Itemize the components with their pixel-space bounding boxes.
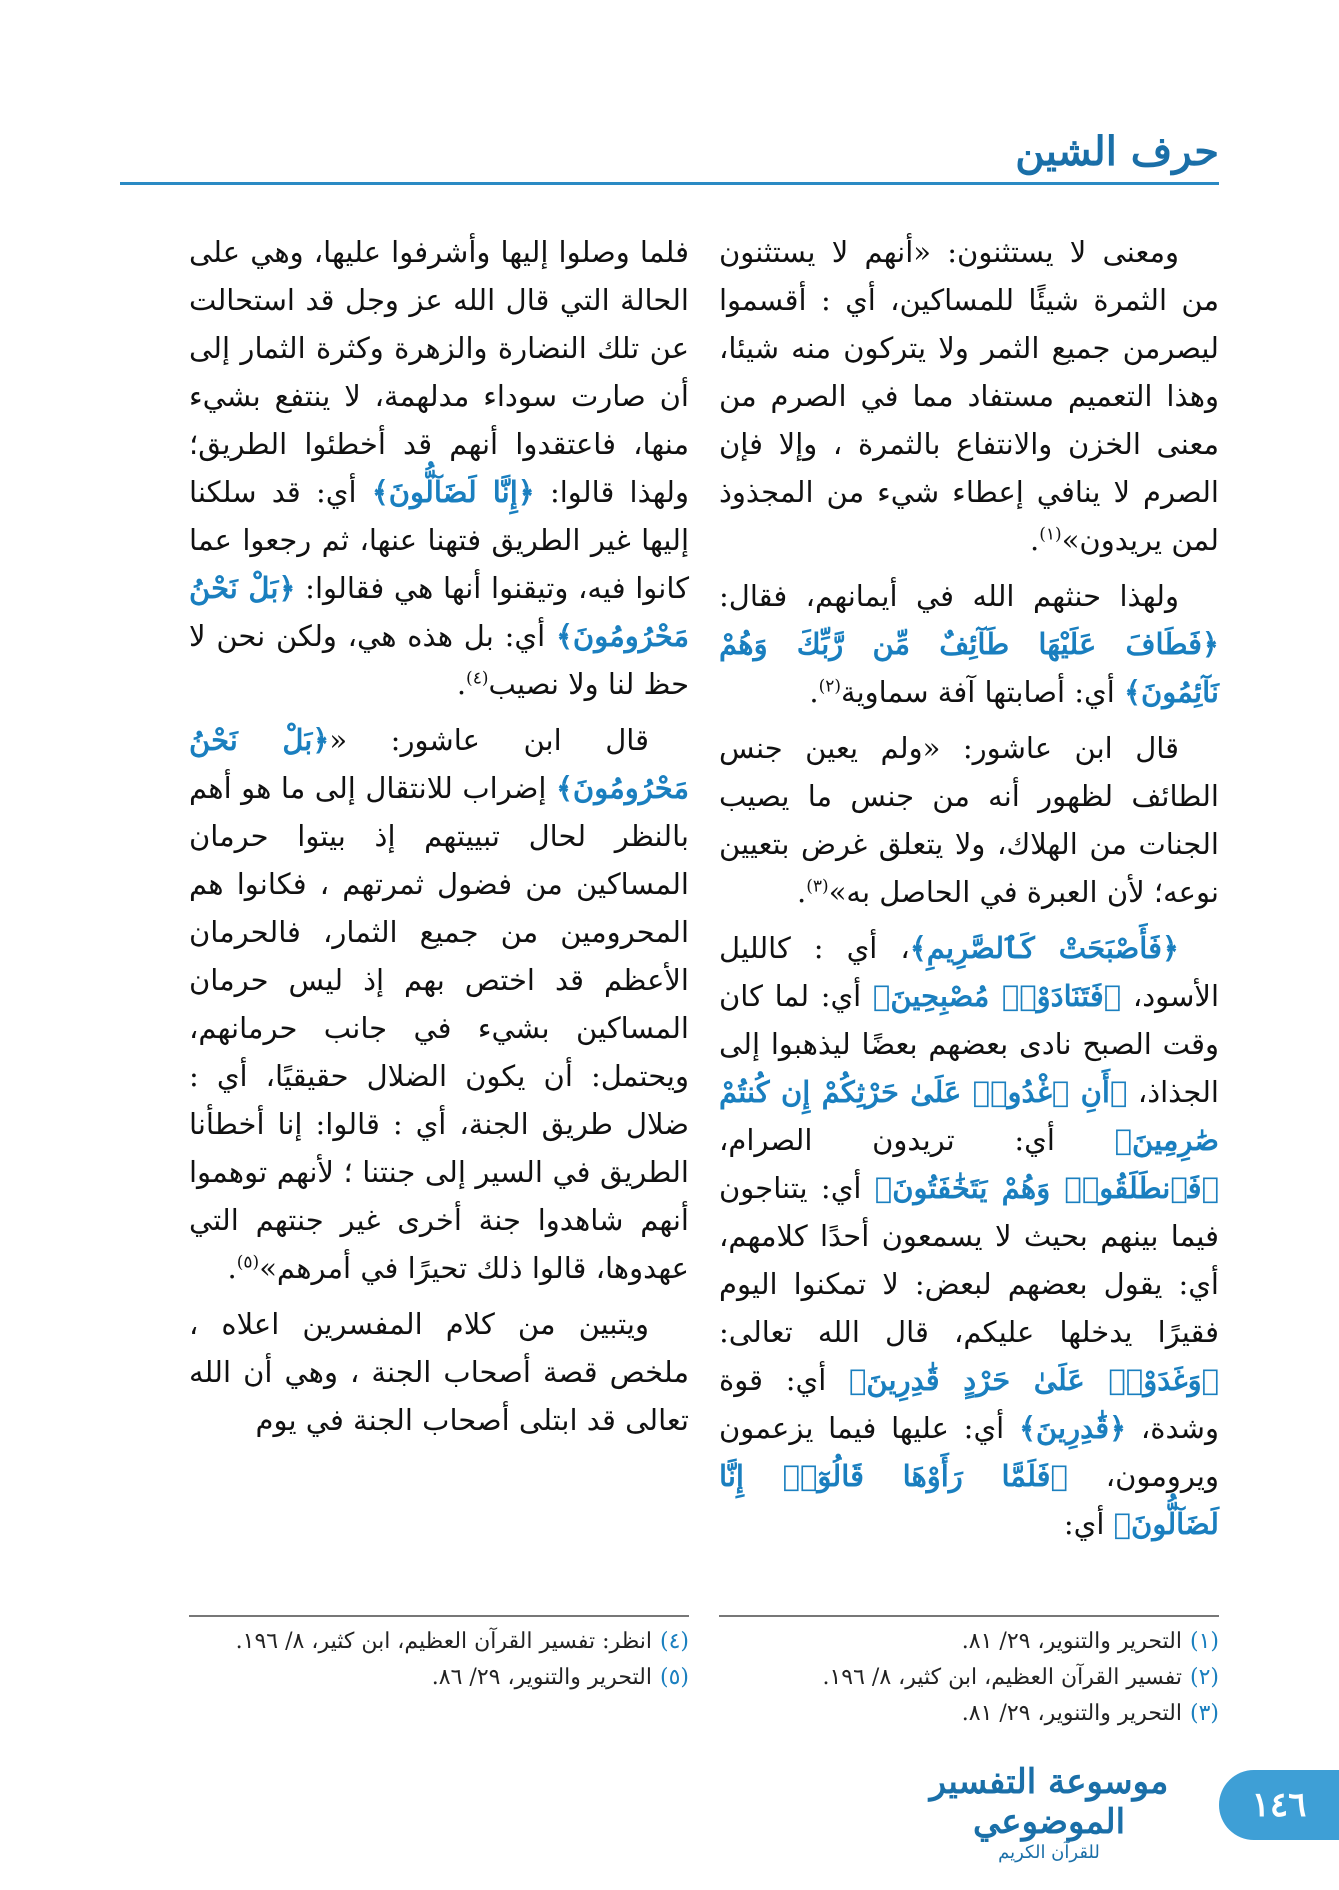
quran-verse: ﴿فَتَنَادَوْا۟ مُصْبِحِينَ﴾	[872, 979, 1122, 1013]
footnote-ref[interactable]: (٣)	[806, 876, 829, 897]
paragraph: ومعنى لا يستثنون: «أنهم لا يستثنون من الثمرة شيئًا للمساكين، أي : أقسموا ليصرمن جميع الثمر ولا يتركون منه شيئا، وهذا التعميم مستفاد مما في الصرم من معنى الخزن والانتفاع بالثمرة ، وإلا فإن الصرم لا ينافي إعطاء شيء من المجذوذ لمن يريدون»$^{(١)}$.	[719, 235, 1219, 557]
footnote-item	[189, 1661, 689, 1695]
footnote-item	[719, 1625, 1219, 1659]
quran-verse: ﴿فَطَافَ عَلَيْهَا طَآئِفٌ مِّن رَّبِّكَ وَهُمْ نَآئِمُونَ﴾	[719, 627, 1219, 709]
paragraph-text: إضراب للانتقال إلى ما هو أهم بالنظر لحال تبييتهم إذ بيتوا حرمان المساكين من فضول ثمرتهم ، فكانوا هم المحرومين من جميع الثمار، فالحرمان الأعظم قد اختص بهم إذ ليس حرمان المساكين بشيء في جانب حرمانهم، ويحتمل: أن يكون الضلال حقيقيًا، أي : ضلال طريق الجنة، أي : قالوا: إنا أخطأنا الطريق في السير إلى جنتنا ؛ لأنهم توهموا أنهم شاهدوا جنة أخرى غير جنتهم التي عهدوها، قالوا ذلك تحيرًا في أمرهم»	[189, 771, 689, 1285]
footnote-divider	[719, 1615, 1219, 1617]
chapter-title: حرف الشين	[1015, 128, 1219, 175]
paragraph-text: أي: بل هذه هي، ولكن نحن لا حظ لنا ولا نصيب	[189, 619, 689, 701]
paragraph	[189, 1300, 689, 1444]
footnotes-right	[719, 1625, 1219, 1733]
paragraph-text: أي: يتناجون فيما بينهم بحيث لا يسمعون أحدًا كلامهم، أي: يقول بعضهم لبعض: لا تمكنوا اليوم فقيرًا يدخلها عليكم، قال الله تعالى:	[719, 1171, 1219, 1349]
quran-verse: ﴿فَلَمَّا رَأَوْهَا قَالُوٓا۟ إِنَّا لَضَآلُّونَ﴾	[719, 1459, 1219, 1541]
footnote-ref[interactable]: (١)	[1039, 524, 1062, 545]
paragraph-text: قال ابن عاشور: «ولم يعين جنس الطائف لظهور أنه من جنس ما يصيب الجنات من الهلاك، ولا يتعلق غرض بتعيين نوعه؛ لأن العبرة في الحاصل به»	[719, 731, 1219, 909]
quran-verse: ﴿بَلْ نَحْنُ مَحْرُومُونَ﴾	[189, 723, 690, 805]
footnote-ref[interactable]: (٢)	[818, 676, 842, 697]
footnote-number: (٣)	[1189, 1701, 1219, 1726]
paragraph-text: ولهذا حنثهم الله في أيمانهم، فقال:	[719, 579, 1179, 613]
paragraph: قال ابن عاشور: «﴿بَلْ نَحْنُ مَحْرُومُونَ﴾ إضراب للانتقال إلى ما هو أهم بالنظر لحال تبييتهم إذ بيتوا حرمان المساكين من فضول ثمرتهم ، فكانوا هم المحرومين من جميع الثمار، فالحرمان الأعظم قد اختص بهم إذ ليس حرمان المساكين بشيء في جانب حرمانهم، ويحتمل: أن يكون الضلال حقيقيًا، أي : ضلال طريق الجنة، أي : قالوا: إنا أخطأنا الطريق في السير إلى جنتنا ؛ لأنهم توهموا أنهم شاهدوا جنة أخرى غير جنتهم التي عهدوها، قالوا ذلك تحيرًا في أمرهم»$^{(٥)}$.	[189, 723, 690, 1285]
paragraph-text: أي: عليها فيما يزعمون ويرومون،	[719, 1411, 1219, 1493]
quran-verse: ﴿وَغَدَوْا۟ عَلَىٰ حَرْدٍ قَٰدِرِينَ﴾	[849, 1363, 1220, 1397]
quran-verse: ﴿فَٱنطَلَقُوا۟ وَهُمْ يَتَخَٰفَتُونَ﴾	[874, 1171, 1220, 1205]
paragraph-text: أي: أصابتها آفة سماوية	[841, 675, 1115, 709]
quran-verse: ﴿إِنَّا لَضَآلُّونَ﴾	[371, 475, 535, 509]
paragraph-text: أي: قوة وشدة،	[719, 1363, 1219, 1445]
logo-subtitle: للقرآن الكريم	[998, 1842, 1100, 1863]
footnote-text: التحرير والتنوير، ٢٩/ ٨١.	[961, 1629, 1182, 1654]
footnotes-left	[189, 1625, 689, 1697]
paragraph-text: أي:	[1063, 1507, 1105, 1541]
quran-verse: ﴿قَٰدِرِينَ﴾	[1018, 1411, 1127, 1445]
footnote-item	[719, 1661, 1219, 1695]
paragraph: ولهذا حنثهم الله في أيمانهم، فقال: ﴿فَطَافَ عَلَيْهَا طَآئِفٌ مِّن رَّبِّكَ وَهُمْ نَآئِمُونَ﴾ أي: أصابتها آفة سماوية$^{(٢)}$.	[719, 579, 1219, 709]
paragraph-text: ، أي : كالليل الأسود،	[719, 931, 1220, 1013]
quran-verse: ﴿فَأَصْبَحَتْ كَٱلصَّرِيمِ﴾	[909, 931, 1179, 965]
page-number: ١٤٦	[1219, 1770, 1339, 1840]
logo-title: موسوعة التفسير الموضوعي	[929, 1762, 1169, 1842]
footnote-number: (٢)	[1189, 1665, 1219, 1690]
paragraph-text: أي: لما كان وقت الصبح نادى بعضهم بعضًا ليذهبوا إلى الجذاذ،	[719, 979, 1219, 1109]
footnote-text: انظر: تفسير القرآن العظيم، ابن كثير، ٨/ ١٩٦.	[235, 1629, 652, 1654]
right-column	[719, 228, 1219, 1556]
paragraph: فلما وصلوا إليها وأشرفوا عليها، وهي على الحالة التي قال الله عز وجل قد استحالت عن تلك النضارة والزهرة وكثرة الثمار إلى أن صارت سوداء مدلهمة، لا ينتفع بشيء منها، فاعتقدوا أنهم قد أخطئوا الطريق؛ ولهذا قالوا: ﴿إِنَّا لَضَآلُّونَ﴾ أي: قد سلكنا إليها غير الطريق فتهنا عنها، ثم رجعوا عما كانوا فيه، وتيقنوا أنها هي فقالوا: ﴿بَلْ نَحْنُ مَحْرُومُونَ﴾ أي: بل هذه هي، ولكن نحن لا حظ لنا ولا نصيب$^{(٤)}$.	[189, 235, 690, 701]
footnote-divider	[189, 1615, 689, 1617]
paragraph-text: أي: قد سلكنا إليها غير الطريق فتهنا عنها، ثم رجعوا عما كانوا فيه، وتيقنوا أنها هي فقالوا:	[189, 475, 689, 605]
left-column	[189, 228, 689, 1452]
footnote-text: تفسير القرآن العظيم، ابن كثير، ٨/ ١٩٦.	[822, 1665, 1182, 1690]
footnote-number: (١)	[1189, 1629, 1219, 1654]
paragraph-text: ومعنى لا يستثنون: «أنهم لا يستثنون من الثمرة شيئًا للمساكين، أي : أقسموا ليصرمن جميع الثمر ولا يتركون منه شيئا، وهذا التعميم مستفاد مما في الصرم من معنى الخزن والانتفاع بالثمرة ، وإلا فإن الصرم لا ينافي إعطاء شيء من المجذوذ لمن يريدون»	[719, 235, 1219, 557]
footnote-item	[189, 1625, 689, 1659]
paragraph: قال ابن عاشور: «ولم يعين جنس الطائف لظهور أنه من جنس ما يصيب الجنات من الهلاك، ولا يتعلق غرض بتعيين نوعه؛ لأن العبرة في الحاصل به»$^{(٣)}$.	[719, 731, 1219, 909]
footnote-text: التحرير والتنوير، ٢٩/ ٨١.	[961, 1701, 1182, 1726]
paragraph-text: ويتبين من كلام المفسرين اعلاه ، ملخص قصة أصحاب الجنة ، وهي أن الله تعالى قد ابتلى أصحاب الجنة في يوم	[189, 1307, 689, 1437]
footnote-ref[interactable]: (٤)	[466, 668, 489, 689]
paragraph	[719, 924, 1219, 1548]
footnote-number: (٤)	[659, 1629, 689, 1654]
encyclopedia-logo	[889, 1762, 1209, 1864]
paragraph-text: أي: تريدون الصرام،	[719, 1123, 1055, 1157]
footnote-number: (٥)	[659, 1665, 689, 1690]
paragraph-text: فلما وصلوا إليها وأشرفوا عليها، وهي على الحالة التي قال الله عز وجل قد استحالت عن تلك النضارة والزهرة وكثرة الثمار إلى أن صارت سوداء مدلهمة، لا ينتفع بشيء منها، فاعتقدوا أنهم قد أخطئوا الطريق؛ ولهذا قالوا:	[189, 235, 690, 509]
footnote-item	[719, 1697, 1219, 1731]
header-divider	[120, 182, 1219, 185]
footnote-text: التحرير والتنوير، ٢٩/ ٨٦.	[431, 1665, 652, 1690]
quran-verse: ﴿بَلْ نَحْنُ مَحْرُومُونَ﴾	[189, 571, 690, 653]
footnote-ref[interactable]: (٥)	[236, 1252, 260, 1273]
quran-verse: ﴿أَنِ ٱغْدُوا۟ عَلَىٰ حَرْثِكُمْ إِن كُنتُمْ صَٰرِمِينَ﴾	[719, 1075, 1220, 1157]
paragraph-text: قال ابن عاشور: «	[329, 723, 649, 757]
